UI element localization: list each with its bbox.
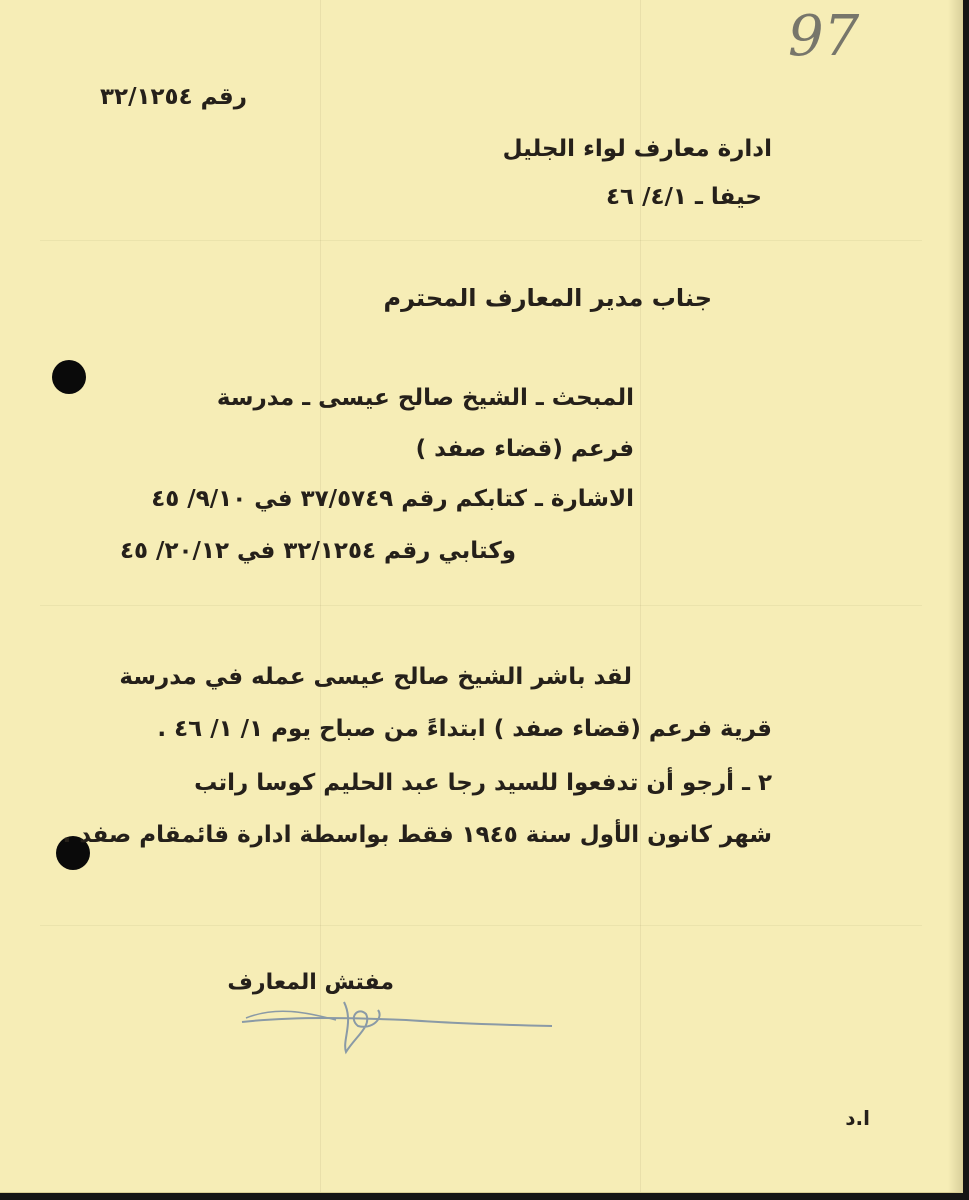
addressee: جناب مدير المعارف المحترم — [383, 284, 712, 312]
punch-hole — [52, 360, 86, 394]
reference-line: الاشارة ـ كتابكم رقم ٣٧/٥٧٤٩ في ٩/١٠/ ٤٥ — [151, 486, 634, 512]
paper-crease — [40, 240, 922, 241]
body-line: ٢ ـ أرجو أن تدفعوا للسيد رجا عبد الحليم كوسا راتب — [194, 770, 772, 796]
handwritten-page-number: 97 — [788, 4, 860, 69]
footer-initials: ا.د — [845, 1106, 870, 1130]
paper-crease — [40, 925, 922, 926]
signature-scribble — [236, 996, 566, 1060]
subject-line: فرعم (قضاء صفد ) — [415, 436, 634, 462]
body-line: شهر كانون الأول سنة ١٩٤٥ فقط بواسطة ادارة قائمقام صفد . — [62, 822, 772, 848]
reference-number: رقم ٣٢/١٢٥٤ — [100, 84, 247, 110]
paper-crease — [40, 605, 922, 606]
signature-title: مفتش المعارف — [227, 970, 394, 995]
office-name: ادارة معارف لواء الجليل — [502, 136, 772, 162]
body-line: قرية فرعم (قضاء صفد ) ابتداءً من صباح يوم ١/ ١/ ٤٦ . — [157, 716, 772, 742]
page-edge-shadow — [948, 0, 962, 1192]
paper-crease — [640, 0, 641, 1192]
body-line: لقد باشر الشيخ صالح عيسى عمله في مدرسة — [119, 664, 632, 690]
subject-line: المبحث ـ الشيخ صالح عيسى ـ مدرسة — [216, 385, 634, 411]
place-date: حيفا ـ ٤/١/ ٤٦ — [605, 184, 762, 210]
reference-line: وكتابي رقم ٣٢/١٢٥٤ في ٢٠/١٢/ ٤٥ — [119, 538, 516, 564]
